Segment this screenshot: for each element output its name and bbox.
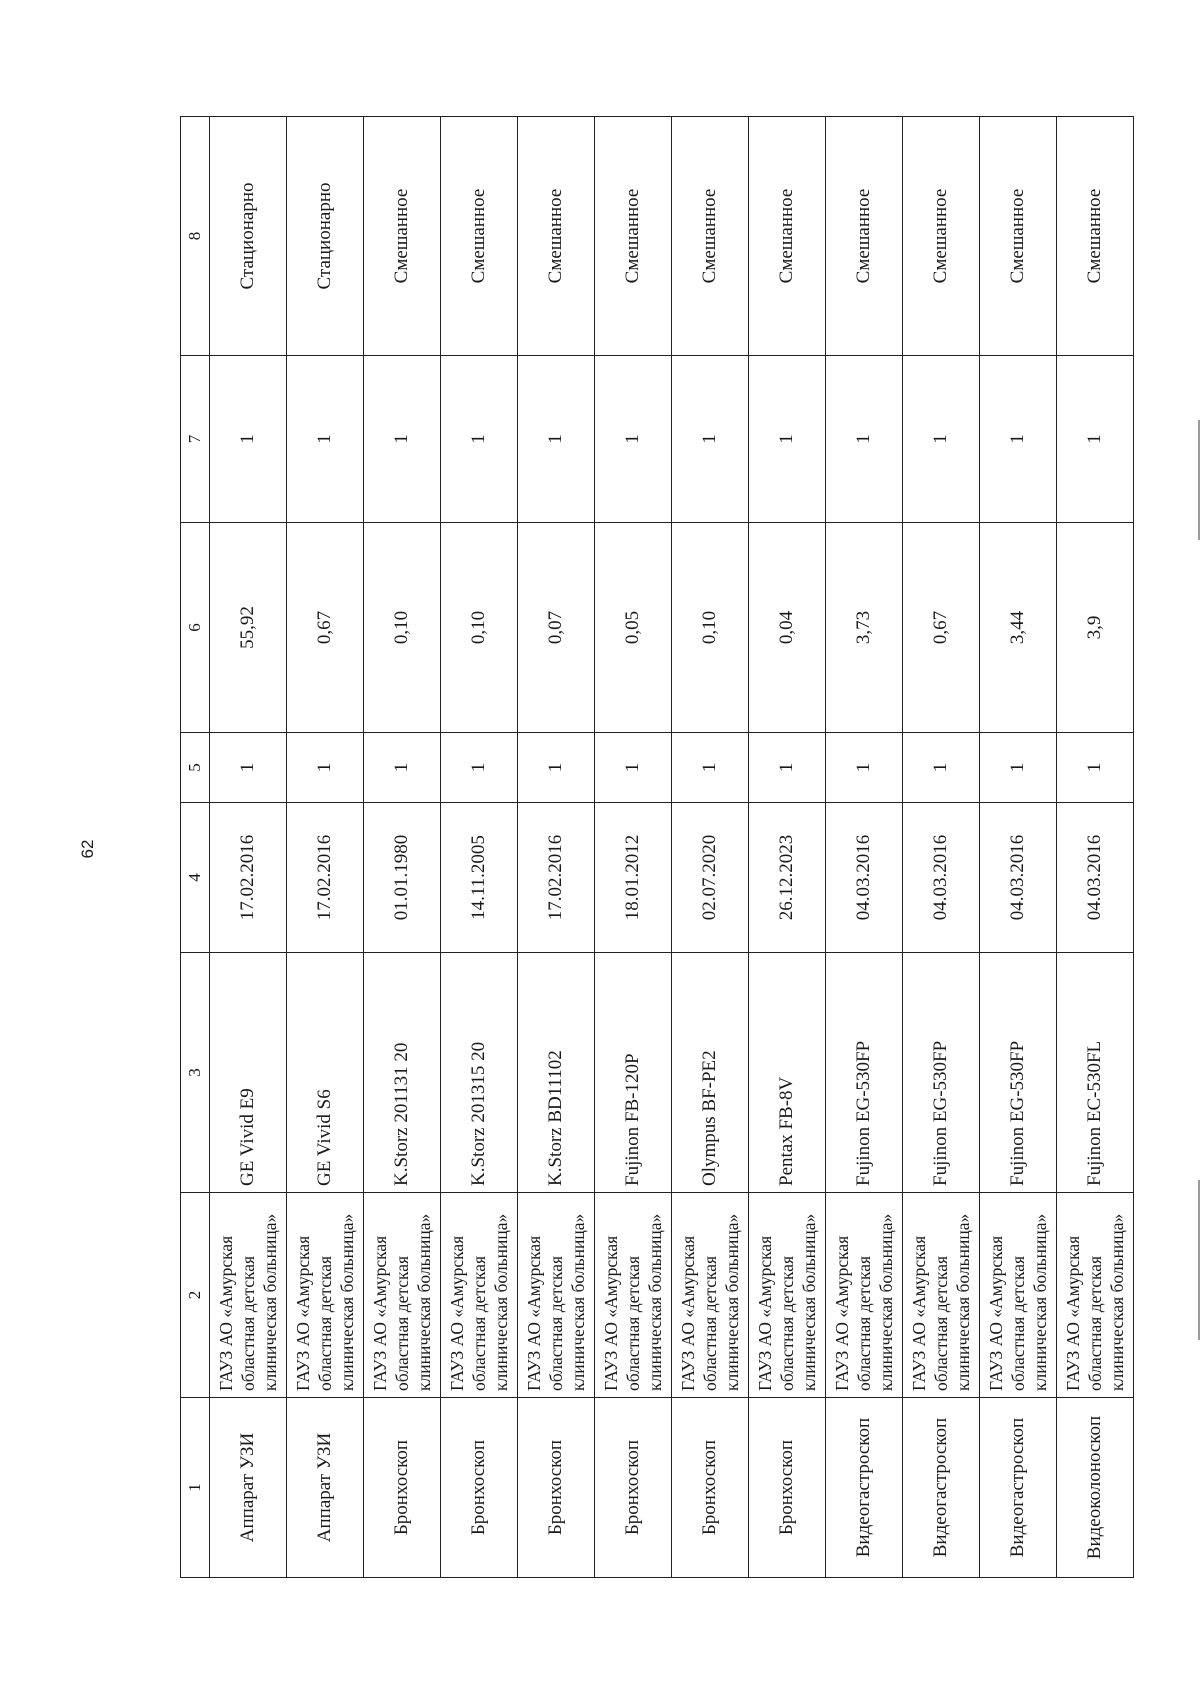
organization-cell: ГАУЗ АО «Амурская областная детская клиническая больница» [518,1193,595,1398]
quantity-cell: 1 [903,356,980,523]
usage-mode-cell: Смешанное [749,117,826,356]
value-cell: 0,04 [749,523,826,733]
date-cell: 14.11.2005 [441,803,518,953]
count-cell: 1 [595,733,672,803]
table-body [210,117,1134,1578]
value-cell: 0,10 [364,523,441,733]
organization-cell: ГАУЗ АО «Амурская областная детская клиническая больница» [980,1193,1057,1398]
equipment-type-cell: Видеогастроскоп [980,1398,1057,1578]
usage-mode-cell: Смешанное [1057,117,1134,356]
quantity-cell: 1 [595,356,672,523]
count-cell: 1 [441,733,518,803]
count-cell: 1 [287,733,364,803]
model-cell: Pentax FB-8V [749,953,826,1193]
quantity-cell: 1 [1057,356,1134,523]
value-cell: 3,9 [1057,523,1134,733]
usage-mode-cell: Смешанное [672,117,749,356]
date-cell: 04.03.2016 [903,803,980,953]
organization-cell: ГАУЗ АО «Амурская областная детская клиническая больница» [441,1193,518,1398]
value-cell: 0,05 [595,523,672,733]
usage-mode-cell: Стационарно [210,117,287,356]
equipment-type-cell: Видеогастроскоп [826,1398,903,1578]
value-cell: 55,92 [210,523,287,733]
count-cell: 1 [749,733,826,803]
column-number-5: 5 [181,733,210,803]
table-row [518,117,595,1578]
date-cell: 26.12.2023 [749,803,826,953]
table-row [980,117,1057,1578]
column-number-3: 3 [181,953,210,1193]
header-row [181,117,210,1578]
equipment-table [180,116,1134,1578]
equipment-type-cell: Бронхоскоп [672,1398,749,1578]
usage-mode-cell: Смешанное [441,117,518,356]
organization-cell: ГАУЗ АО «Амурская областная детская клиническая больница» [595,1193,672,1398]
date-cell: 04.03.2016 [826,803,903,953]
count-cell: 1 [903,733,980,803]
organization-cell: ГАУЗ АО «Амурская областная детская клиническая больница» [210,1193,287,1398]
column-number-6: 6 [181,523,210,733]
quantity-cell: 1 [287,356,364,523]
model-cell: Fujinon EG-530FP [826,953,903,1193]
table-row [210,117,287,1578]
equipment-type-cell: Бронхоскоп [749,1398,826,1578]
quantity-cell: 1 [749,356,826,523]
value-cell: 0,07 [518,523,595,733]
model-cell: K.Storz BD11102 [518,953,595,1193]
table-row [595,117,672,1578]
column-number-1: 1 [181,1398,210,1578]
table-row [826,117,903,1578]
date-cell: 17.02.2016 [287,803,364,953]
value-cell: 3,44 [980,523,1057,733]
usage-mode-cell: Смешанное [903,117,980,356]
quantity-cell: 1 [518,356,595,523]
model-cell: Fujinon EC-530FL [1057,953,1134,1193]
equipment-type-cell: Видеоколоноскоп [1057,1398,1134,1578]
quantity-cell: 1 [364,356,441,523]
date-cell: 04.03.2016 [980,803,1057,953]
table-row [287,117,364,1578]
quantity-cell: 1 [441,356,518,523]
usage-mode-cell: Смешанное [826,117,903,356]
model-cell: K.Storz 201131 20 [364,953,441,1193]
equipment-type-cell: Бронхоскоп [595,1398,672,1578]
equipment-type-cell: Видеогастроскоп [903,1398,980,1578]
quantity-cell: 1 [210,356,287,523]
page-number: 62 [78,839,97,859]
usage-mode-cell: Стационарно [287,117,364,356]
date-cell: 01.01.1980 [364,803,441,953]
model-cell: K.Storz 201315 20 [441,953,518,1193]
count-cell: 1 [672,733,749,803]
column-number-7: 7 [181,356,210,523]
date-cell: 02.07.2020 [672,803,749,953]
table-row [672,117,749,1578]
usage-mode-cell: Смешанное [595,117,672,356]
table-row [1057,117,1134,1578]
column-number-4: 4 [181,803,210,953]
table-row [903,117,980,1578]
usage-mode-cell: Смешанное [980,117,1057,356]
organization-cell: ГАУЗ АО «Амурская областная детская клиническая больница» [826,1193,903,1398]
count-cell: 1 [980,733,1057,803]
value-cell: 0,10 [672,523,749,733]
quantity-cell: 1 [980,356,1057,523]
organization-cell: ГАУЗ АО «Амурская областная детская клиническая больница» [287,1193,364,1398]
organization-cell: ГАУЗ АО «Амурская областная детская клиническая больница» [749,1193,826,1398]
count-cell: 1 [518,733,595,803]
equipment-table-container [180,117,1132,1578]
equipment-type-cell: Аппарат УЗИ [287,1398,364,1578]
table-row [749,117,826,1578]
date-cell: 17.02.2016 [210,803,287,953]
table-row [364,117,441,1578]
model-cell: Fujinon FB-120P [595,953,672,1193]
organization-cell: ГАУЗ АО «Амурская областная детская клиническая больница» [672,1193,749,1398]
equipment-type-cell: Бронхоскоп [518,1398,595,1578]
usage-mode-cell: Смешанное [364,117,441,356]
organization-cell: ГАУЗ АО «Амурская областная детская клиническая больница» [364,1193,441,1398]
value-cell: 0,10 [441,523,518,733]
date-cell: 04.03.2016 [1057,803,1134,953]
quantity-cell: 1 [826,356,903,523]
organization-cell: ГАУЗ АО «Амурская областная детская клиническая больница» [1057,1193,1134,1398]
organization-cell: ГАУЗ АО «Амурская областная детская клиническая больница» [903,1193,980,1398]
equipment-type-cell: Бронхоскоп [364,1398,441,1578]
value-cell: 3,73 [826,523,903,733]
date-cell: 17.02.2016 [518,803,595,953]
model-cell: Fujinon EG-530FP [980,953,1057,1193]
count-cell: 1 [364,733,441,803]
count-cell: 1 [826,733,903,803]
date-cell: 18.01.2012 [595,803,672,953]
model-cell: Fujinon EG-530FP [903,953,980,1193]
column-number-8: 8 [181,117,210,356]
table-row [441,117,518,1578]
count-cell: 1 [210,733,287,803]
count-cell: 1 [1057,733,1134,803]
value-cell: 0,67 [903,523,980,733]
value-cell: 0,67 [287,523,364,733]
equipment-type-cell: Бронхоскоп [441,1398,518,1578]
model-cell: GE Vivid S6 [287,953,364,1193]
model-cell: Olympus BF-PE2 [672,953,749,1193]
usage-mode-cell: Смешанное [518,117,595,356]
column-number-2: 2 [181,1193,210,1398]
equipment-type-cell: Аппарат УЗИ [210,1398,287,1578]
quantity-cell: 1 [672,356,749,523]
model-cell: GE Vivid E9 [210,953,287,1193]
